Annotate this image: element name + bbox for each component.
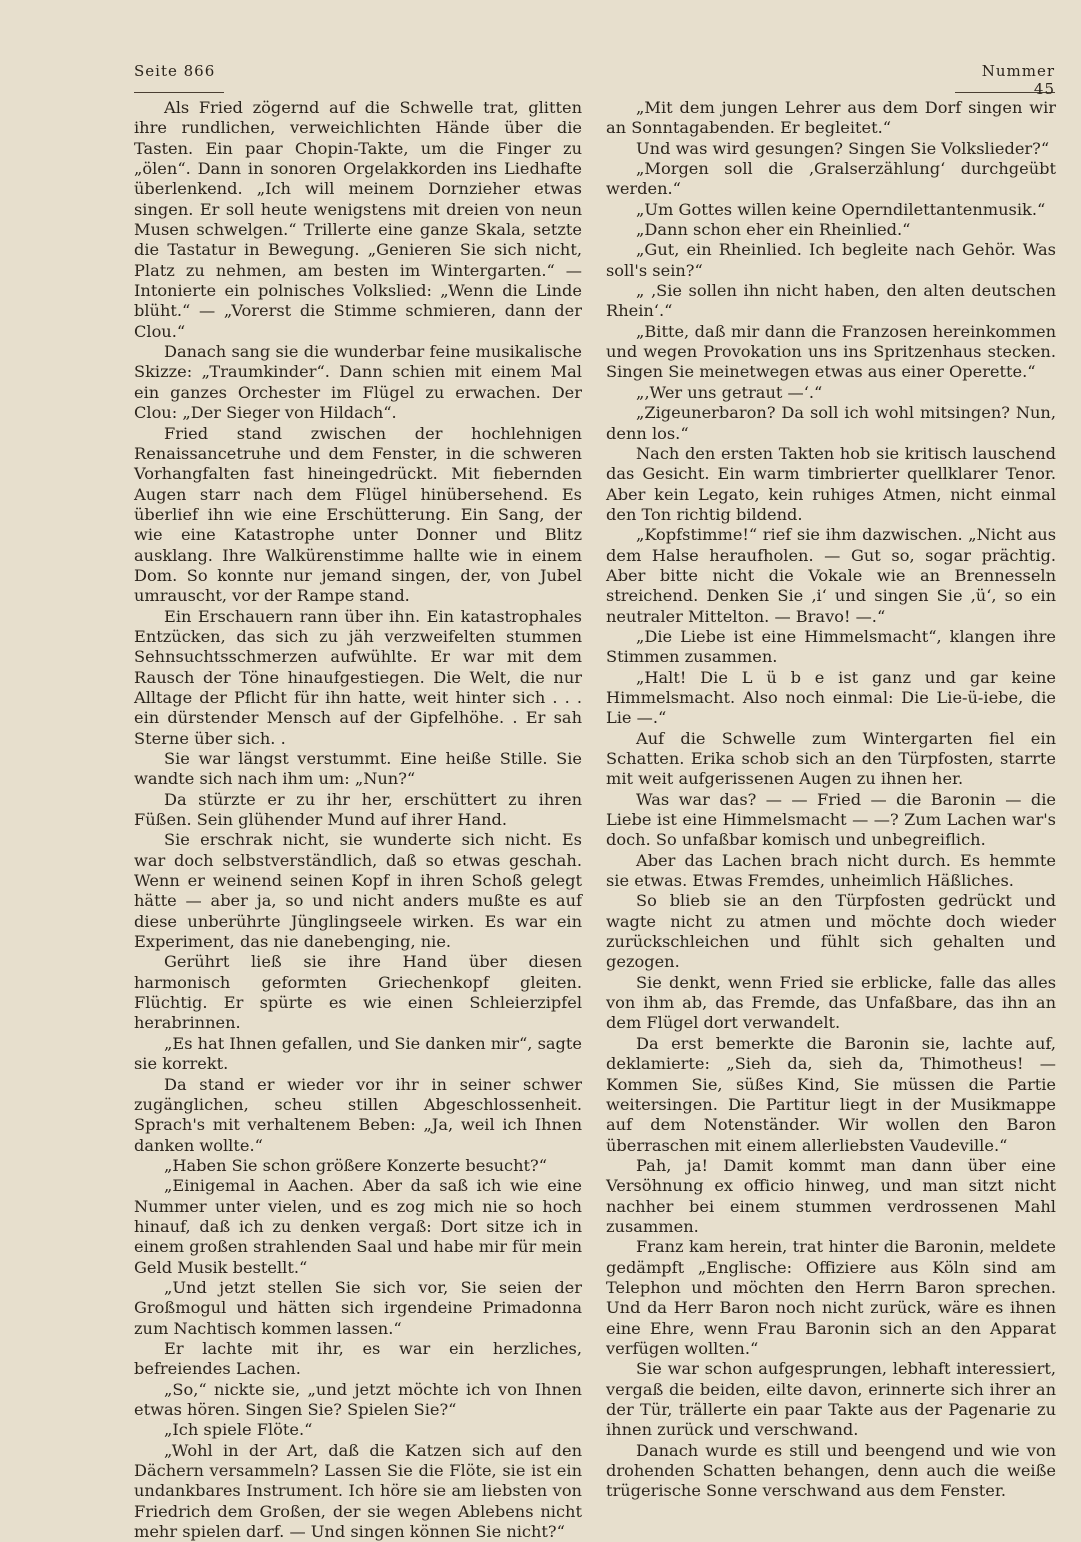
paragraph: Er lachte mit ihr, es war ein herzliches, befreiendes Lachen. bbox=[134, 1338, 582, 1379]
paragraph: Danach sang sie die wunderbar feine musikalische Skizze: „Traumkinder“. Dann schien mit einem Mal ein ganzes Orchester im Flügel zu erwachen. Der Clou: „Der Sieger von Hildach“. bbox=[134, 342, 582, 423]
paragraph: „Um Gottes willen keine Operndilettantenmusik.“ bbox=[636, 199, 1046, 219]
paragraph: Da stürzte er zu ihr her, erschüttert zu ihren Füßen. Sein glühender Mund auf ihrer Hand. bbox=[134, 789, 582, 830]
paragraph: Sie denkt, wenn Fried sie erblicke, falle das alles von ihm ab, das Fremde, das Unfaßbare, das ihn an dem Flügel dort verwandelt. bbox=[606, 972, 1056, 1033]
page-number-header: Seite 866 bbox=[134, 62, 224, 93]
issue-number-header: Nummer 45 bbox=[955, 62, 1055, 93]
paragraph: „‚Wer uns getraut —‘.“ bbox=[636, 382, 823, 402]
paragraph: Danach wurde es still und beengend und wie von drohenden Schatten behangen, denn auch die weiße trügerische Sonne verschwand aus dem Fenster. bbox=[606, 1440, 1056, 1501]
paragraph: „Einigemal in Aachen. Aber da saß ich wie eine Nummer unter vielen, und es zog mich nie so hoch hinauf, daß ich zu denken vergaß: Dort sitze ich in einem großen strahlenden Saal und habe mir für mein Geld Musik bestellt.“ bbox=[134, 1176, 582, 1277]
paragraph: Pah, ja! Damit kommt man dann über eine Versöhnung ex officio hinweg, und man sitzt nicht nachher bei einem stummen verdrossenen Mahl zusammen. bbox=[606, 1155, 1056, 1236]
paragraph: So blieb sie an den Türpfosten gedrückt und wagte nicht zu atmen und möchte doch wieder zurückschleichen und fühlt sich gehalten und gezogen. bbox=[606, 891, 1056, 972]
paragraph: „Gut, ein Rheinlied. Ich begleite nach Gehör. Was soll's sein?“ bbox=[606, 240, 1056, 280]
paragraph: Franz kam herein, trat hinter die Baronin, meldete gedämpft „Englische: Offiziere aus Köln sind am Telephon und möchten den Herrn Baron sprechen. Und da Herr Baron noch nicht zurück, wäre es ihnen eine Ehre, wenn Frau Baronin sich an den Apparat verfügen wollten.“ bbox=[606, 1237, 1056, 1358]
left-text-column bbox=[134, 98, 582, 1542]
paragraph: Als Fried zögernd auf die Schwelle trat, glitten ihre rundlichen, verweichlichten Hände über die Tasten. Ein paar Chopin-Takte, um die Finger zu „ölen“. Dann in sonoren Orgelakkorden ins Liedhafte überlenkend. „Ich will meinem Dornzieher etwas singen. Er soll heute wenigstens mit dreien von neun Musen schwelgen.“ Trillerte eine ganze Skala, setzte die Tastatur in Bewegung. „Genieren Sie sich nicht, Platz zu nehmen, am besten im Wintergarten.“ — Intonierte ein polnisches Volkslied: „Wenn die Linde blüht.“ — „Vorerst die Stimme schmieren, dann der Clou.“ bbox=[134, 98, 582, 341]
paragraph: Sie war schon aufgesprungen, lebhaft interessiert, vergaß die beiden, eilte davon, erinnerte sich ihrer an der Tür, trällerte ein paar Takte aus der Pagenarie zu ihnen zurück und verschwand. bbox=[606, 1359, 1056, 1440]
paragraph: Fried stand zwischen der hochlehnigen Renaissancetruhe und dem Fenster, in die schweren Vorhangfalten fast hineingedrückt. Mit fiebernden Augen starr nach dem Flügel hinübersehend. Es überlief ihn wie eine Erschütterung. Ein Sang, der wie eine Katastrophe unter Donner und Blitz ausklang. Ihre Walkürenstimme hallte wie in einem Dom. So konnte nur jemand singen, der, von Jubel umrauscht, vor der Rampe stand. bbox=[134, 423, 582, 606]
paragraph: Sie war längst verstummt. Eine heiße Stille. Sie wandte sich nach ihm um: „Nun?“ bbox=[134, 749, 582, 789]
paragraph: Ein Erschauern rann über ihn. Ein katastrophales Entzücken, das sich zu jäh verzweifelten stummen Sehnsuchtsschmerzen aufwühlte. Er war mit dem Rausch der Töne hinaufgestiegen. Die Welt, die nur Alltage der Pflicht für ihn hatte, weit hinter sich . . . ein dürstender Mensch auf der Gipfelhöhe. . Er sah Sterne über sich. . bbox=[134, 606, 582, 748]
paragraph: „Dann schon eher ein Rheinlied.“ bbox=[636, 220, 911, 240]
paragraph: „Mit dem jungen Lehrer aus dem Dorf singen wir an Sonntagabenden. Er begleitet.“ bbox=[606, 98, 1056, 138]
paragraph: Was war das? — — Fried — die Baronin — die Liebe ist eine Himmelsmacht — —? Zum Lachen war's doch. So unfaßbar komisch und unbegreiflich. bbox=[606, 789, 1056, 850]
paragraph: „Es hat Ihnen gefallen, und Sie danken mir“, sagte sie korrekt. bbox=[134, 1033, 582, 1074]
paragraph: Da stand er wieder vor ihr in seiner schwer zugänglichen, scheu stillen Abgeschlossenheit. Sprach's mit verhaltenem Beben: „Ja, weil ich Ihnen danken wollte.“ bbox=[134, 1074, 582, 1155]
paragraph: „ ‚Sie sollen ihn nicht haben, den alten deutschen Rhein‘.“ bbox=[606, 281, 1056, 321]
paragraph: „Wohl in der Art, daß die Katzen sich auf den Dächern versammeln? Lassen Sie die Flöte, sie ist ein undankbares Instrument. Ich höre sie am liebsten von Friedrich dem Großen, der sie wegen Ablebens nicht mehr spielen darf. — Und singen können Sie nicht?“ bbox=[134, 1440, 582, 1542]
paragraph: „Bitte, daß mir dann die Franzosen hereinkommen und wegen Provokation uns ins Spritzenhaus stecken. Singen Sie meinetwegen etwas aus einer Operette.“ bbox=[606, 321, 1056, 382]
paragraph: „Halt! Die L ü b e ist ganz und gar keine Himmelsmacht. Also noch einmal: Die Lie-ü-iebe, die Lie —.“ bbox=[606, 667, 1056, 728]
paragraph: Gerührt ließ sie ihre Hand über diesen harmonisch geformten Griechenkopf gleiten. Flüchtig. Er spürte es wie einen Schleierzipfel herabrinnen. bbox=[134, 952, 582, 1033]
paragraph: Da erst bemerkte die Baronin sie, lachte auf, deklamierte: „Sieh da, sieh da, Thimotheus! — Kommen Sie, süßes Kind, Sie müssen die Partie weitersingen. Die Partitur liegt in der Musikmappe auf dem Notenständer. Wir wollen den Baron überraschen mit einem allerliebsten Vaudeville.“ bbox=[606, 1033, 1056, 1155]
right-text-column bbox=[606, 98, 1056, 1502]
paragraph: „So,“ nickte sie, „und jetzt möchte ich von Ihnen etwas hören. Singen Sie? Spielen Sie?“ bbox=[134, 1379, 582, 1419]
paragraph: Nach den ersten Takten hob sie kritisch lauschend das Gesicht. Ein warm timbrierter quellklarer Tenor. Aber kein Legato, kein ruhiges Atmen, nicht einmal den Ton richtig bildend. bbox=[606, 443, 1056, 524]
paragraph: „Morgen soll die ‚Gralserzählung‘ durchgeübt werden.“ bbox=[606, 159, 1056, 199]
paragraph: Auf die Schwelle zum Wintergarten fiel ein Schatten. Erika schob sich an den Türpfosten, starrte mit weit aufgerissenen Augen zu ihnen her. bbox=[606, 728, 1056, 789]
paragraph: „Kopfstimme!“ rief sie ihm dazwischen. „Nicht aus dem Halse heraufholen. — Gut so, sogar prächtig. Aber bitte nicht die Vokale wie an Brennesseln streichend. Denken Sie ‚i‘ und singen Sie ‚ü‘, so ein neutraler Mittelton. — Bravo! —.“ bbox=[606, 525, 1056, 626]
paragraph: „Zigeunerbaron? Da soll ich wohl mitsingen? Nun, denn los.“ bbox=[606, 403, 1056, 443]
paragraph: „Und jetzt stellen Sie sich vor, Sie seien der Großmogul und hätten sich irgendeine Primadonna zum Nachtisch kommen lassen.“ bbox=[134, 1277, 582, 1338]
paragraph: „Ich spiele Flöte.“ bbox=[164, 1420, 313, 1440]
paragraph: Sie erschrak nicht, sie wunderte sich nicht. Es war doch selbstverständlich, daß so etwas geschah. Wenn er weinend seinen Kopf in ihren Schoß gelegt hätte — aber ja, so und nicht anders mußte es auf diese unberührte Jünglingseele wirken. Es war ein Experiment, das nie danebenging, nie. bbox=[134, 830, 582, 952]
paragraph: „Haben Sie schon größere Konzerte besucht?“ bbox=[164, 1155, 548, 1175]
paragraph: Und was wird gesungen? Singen Sie Volkslieder?“ bbox=[636, 138, 1050, 158]
paragraph: Aber das Lachen brach nicht durch. Es hemmte sie etwas. Etwas Fremdes, unheimlich Häßliches. bbox=[606, 850, 1056, 891]
paragraph: „Die Liebe ist eine Himmelsmacht“, klangen ihre Stimmen zusammen. bbox=[606, 626, 1056, 667]
